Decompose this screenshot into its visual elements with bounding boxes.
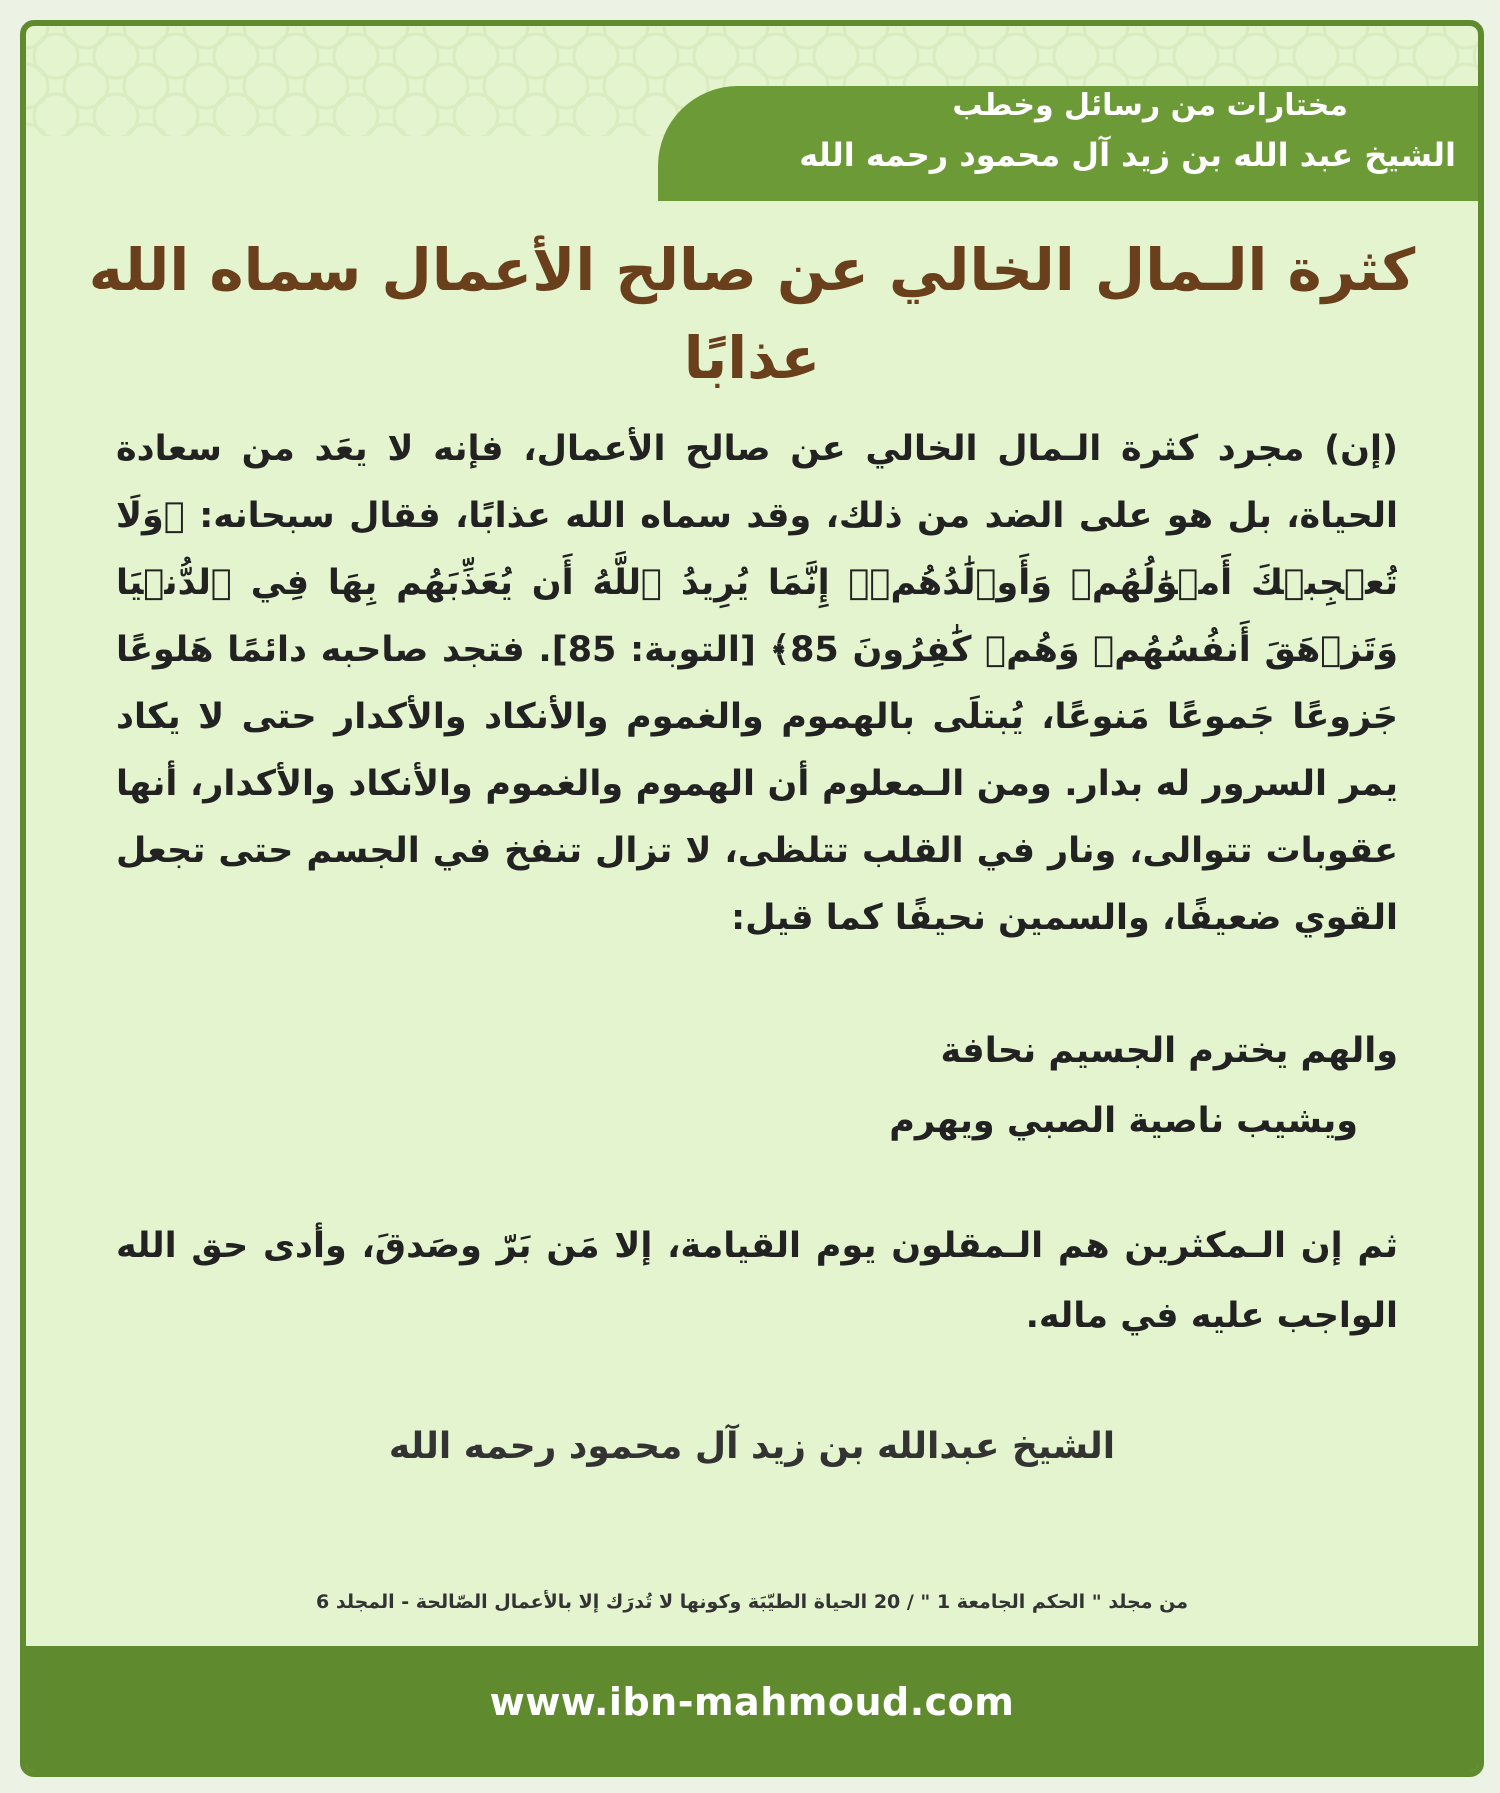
card-frame [20,20,1484,1777]
body-intro: (إن) مجرد كثرة الـمال الخالي عن صالح الأعمال، فإنه لا يعَد من سعادة الحياة، بل هو على الضد من ذلك، وقد سماه الله عذابًا، فقال سبحانه: [116,429,1398,536]
header-author-name: الشيخ عبد الله بن زيد آل محمود رحمه الله [799,136,1456,174]
article-body [116,416,1398,952]
poem-verse [889,1016,1398,1156]
header-series-title: مختارات من رسائل وخطب [952,88,1348,123]
source-reference: من مجلد " الحكم الجامعة 1 " / 20 الحياة الطيّبَة وكونها لا تُدرَك إلا بالأعمال الصّالحة - المجلد 6 [316,1591,1188,1613]
verse-citation: [التوبة: 85]. [538,630,756,670]
body-paragraph [116,416,1398,952]
closing-paragraph: ثم إن الـمكثرين هم الـمقلون يوم القيامة، إلا مَن بَرّ وصَدقَ، وأدى حق الله الواجب عليه في ماله. [116,1226,1398,1336]
header-ribbon [658,86,1478,201]
website-link[interactable]: www.ibn-mahmoud.com [489,1680,1015,1724]
body-rest: فتجد صاحبه دائمًا هَلوعًا جَزوعًا جَموعًا مَنوعًا، يُبتلَى بالهموم والغموم والأنكاد والأكدار حتى لا يكاد يمر السرور له بدار. ومن الـمعلوم أن الهموم والغموم والأنكاد والأكدار، أنها عقوبات تتوالى، ونار في القلب تتلظى، لا تزال تنفخ في الجسم حتى تجعل القوي ضعيفًا، والسمين نحيفًا كما قيل: [116,630,1398,938]
poem-line-2: ويشيب ناصية الصبي ويهرم [889,1101,1358,1141]
article-title: كثرة الـمال الخالي عن صالح الأعمال سماه الله عذابًا [88,236,1416,392]
footer-bar [26,1646,1478,1771]
poem-line-1: والهم يخترم الجسيم نحافة [940,1031,1398,1071]
author-signature: الشيخ عبدالله بن زيد آل محمود رحمه الله [388,1426,1116,1467]
quran-verse: ﴿وَلَا تُعۡجِبۡكَ أَمۡوَٰلُهُمۡ وَأَوۡلَٰدُهُمۡۚ إِنَّمَا يُرِيدُ ٱللَّهُ أَن يُعَذِّبَهُم بِهَا فِي ٱلدُّنۡيَا وَتَزۡهَقَ أَنفُسُهُمۡ وَهُمۡ كَٰفِرُونَ 85﴾ [116,496,1398,670]
